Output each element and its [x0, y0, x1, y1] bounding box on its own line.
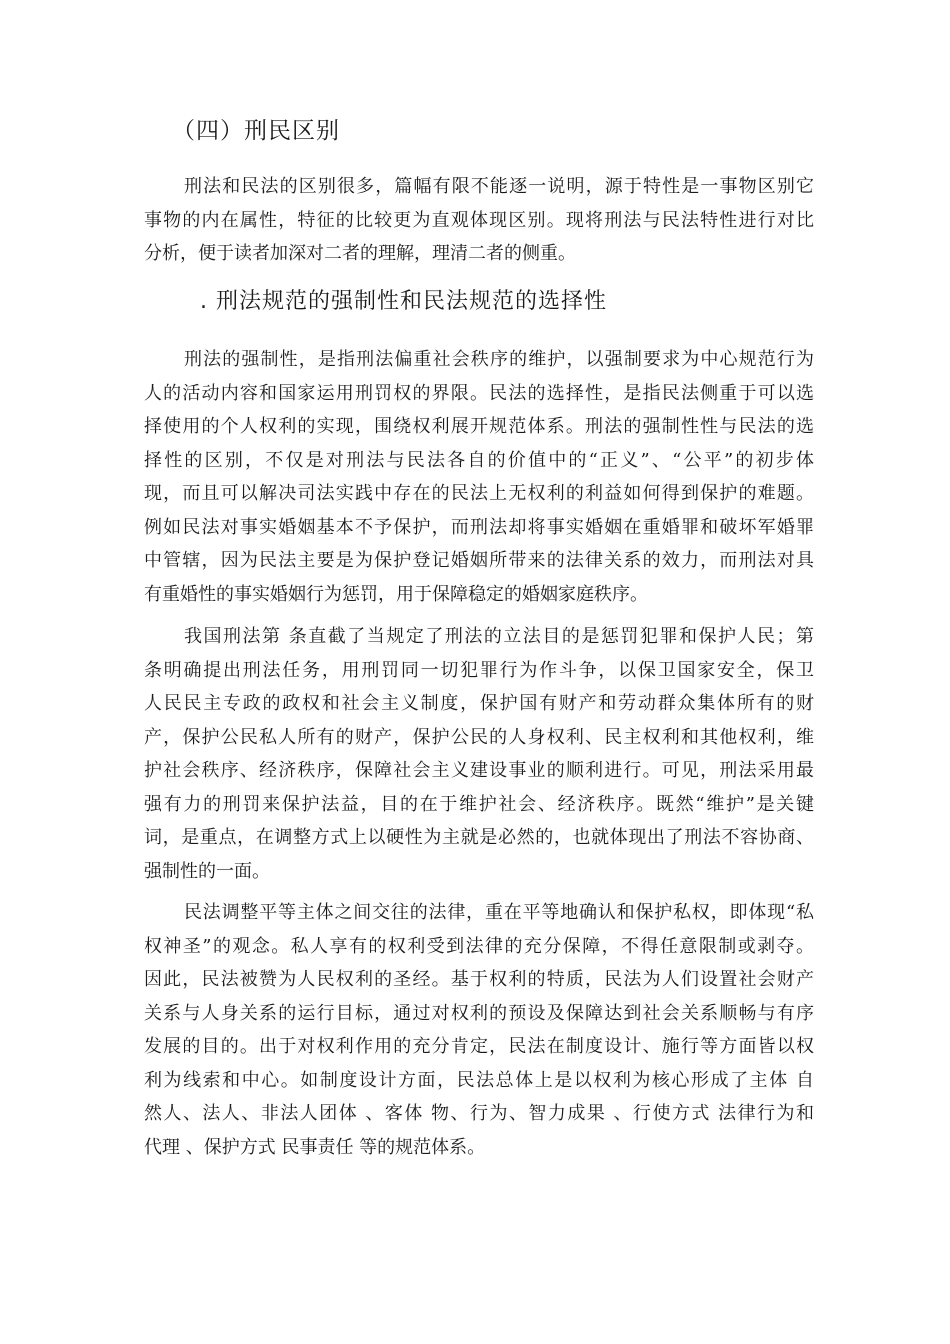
text-line: 发展的目的。出于对权利作用的充分肯定，民法在制度设计、施行等方面皆以权	[144, 1036, 814, 1057]
text-line: 权神圣”的观念。私人享有的权利受到法律的充分保障，不得任意限制或剥夺。	[144, 935, 814, 957]
subheading: . 刑法规范的强制性和民法规范的选择性	[200, 289, 607, 314]
text-line: 择性的区别，不仅是对刑法与民法各自的价值中的“正义”、“公平”的初步体	[144, 449, 814, 471]
text-line: 词，是重点，在调整方式上以硬性为主就是必然的，也就体现出了刑法不容协商、	[144, 827, 814, 848]
text-line: 中管辖，因为民法主要是为保护登记婚姻所带来的法律关系的效力，而刑法对具	[144, 550, 814, 571]
text-line: 分析，便于读者加深对二者的理解，理清二者的侧重。	[144, 243, 576, 264]
section-heading: （四）刑民区别	[172, 118, 340, 144]
text-line: 然人、法人、非法人团体 、客体 物、行为、智力成果 、行使方式 法律行为和	[144, 1103, 814, 1124]
text-line: 例如民法对事实婚姻基本不予保护，而刑法却将事实婚姻在重婚罪和破坏军婚罪	[144, 516, 814, 538]
text-line: 刑法的强制性，是指刑法偏重社会秩序的维护，以强制要求为中心规范行为	[184, 349, 814, 370]
text-line: 择使用的个人权利的实现，围绕权利展开规范体系。刑法的强制性性与民法的选	[144, 416, 814, 437]
text-line: 护社会秩序、经济秩序，保障社会主义建设事业的顺利进行。可见，刑法采用最	[144, 760, 814, 781]
paragraph-intro	[144, 170, 814, 271]
text-line: 条明确提出刑法任务，用刑罚同一切犯罪行为作斗争，以保卫国家安全，保卫	[144, 659, 814, 681]
text-line: 关系与人身关系的运行目标，通过对权利的预设及保障达到社会关系顺畅与有序	[144, 1002, 814, 1024]
text-line: 强制性的一面。	[144, 860, 270, 882]
text-line: 人民民主专政的政权和社会主义制度，保护国有财产和劳动群众集体所有的财	[144, 693, 814, 714]
text-line: 因此，民法被赞为人民权利的圣经。基于权利的特质，民法为人们设置社会财产	[144, 969, 814, 990]
text-line: 产，保护公民私人所有的财产，保护公民的人身权利、民主权利和其他权利，维	[144, 726, 814, 748]
text-line: 强有力的刑罚来保护法益，目的在于维护社会、经济秩序。既然“维护”是关键	[144, 793, 814, 815]
paragraph-civil-law	[144, 896, 814, 1164]
paragraph-criminal-law-purpose	[144, 620, 814, 888]
text-line: 民法调整平等主体之间交往的法律，重在平等地确认和保护私权，即体现“私	[184, 902, 814, 923]
text-line: 代理 、保护方式 民事责任 等的规范体系。	[144, 1136, 486, 1158]
text-line: 我国刑法第 条直截了当规定了刑法的立法目的是惩罚犯罪和保护人民；第	[184, 626, 814, 647]
text-line: 人的活动内容和国家运用刑罚权的界限。民法的选择性，是指民法侧重于可以选	[144, 382, 814, 404]
text-line: 有重婚性的事实婚姻行为惩罚，用于保障稳定的婚姻家庭秩序。	[144, 583, 648, 605]
text-line: 现，而且可以解决司法实践中存在的民法上无权利的利益如何得到保护的难题。	[144, 483, 814, 504]
paragraph-criminal-coercion	[144, 343, 814, 611]
text-line: 事物的内在属性，特征的比较更为直观体现区别。现将刑法与民法特性进行对比	[144, 209, 814, 231]
text-line: 刑法和民法的区别很多，篇幅有限不能逐一说明，源于特性是一事物区别它	[184, 176, 814, 197]
text-line: 利为线索和中心。如制度设计方面，民法总体上是以权利为核心形成了主体 自	[144, 1069, 814, 1091]
